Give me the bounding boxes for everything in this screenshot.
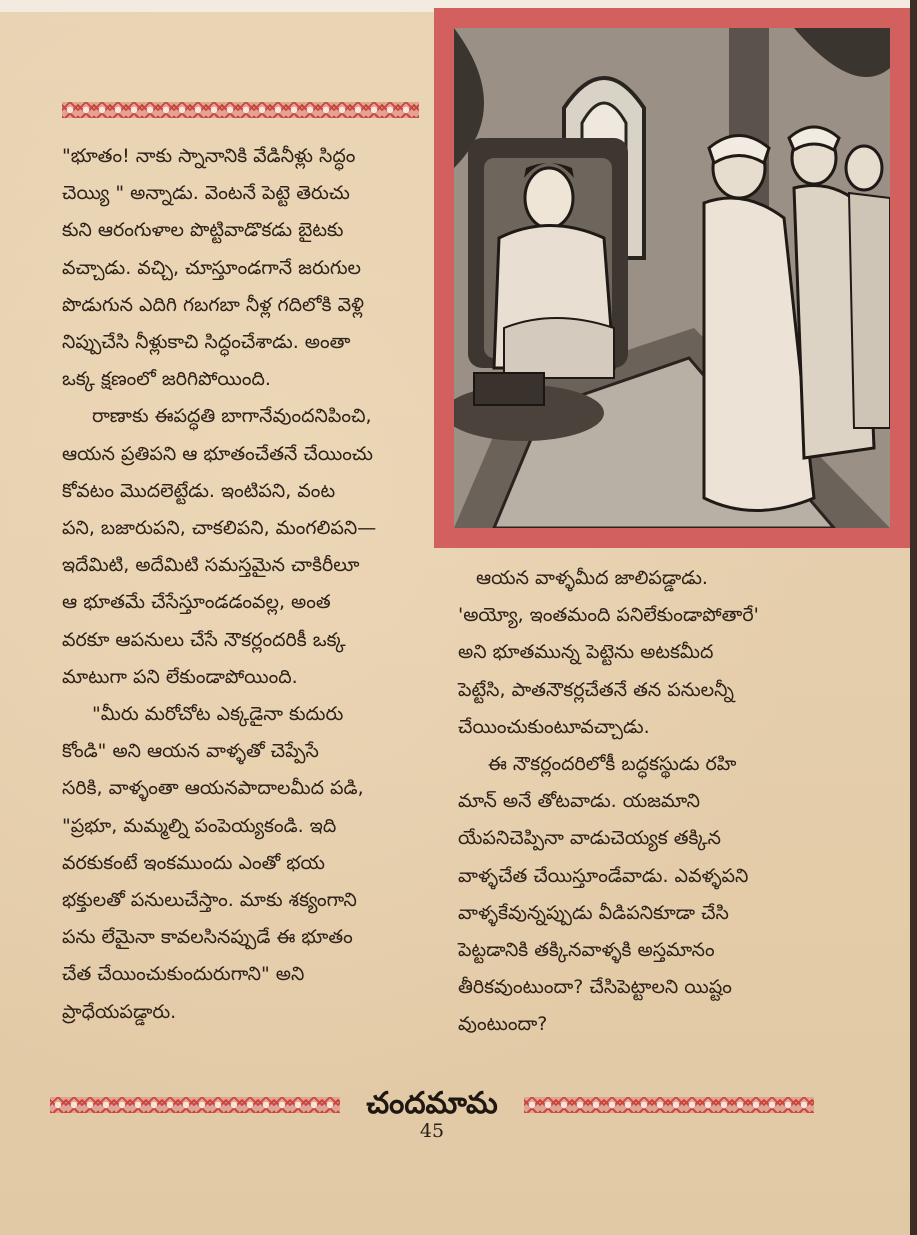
page-number: 45 bbox=[419, 1120, 445, 1142]
text-line: చేత చేయించుకుందురుగాని" అని bbox=[62, 963, 305, 986]
text-line: కోండి" అని ఆయన వాళ్ళతో చెప్పేసే bbox=[62, 740, 319, 763]
text-line: వాళ్ళచేత చేయిస్తూండేవాడు. ఎవళ్ళపని bbox=[458, 864, 749, 887]
decorative-border-footer-left bbox=[50, 1097, 340, 1113]
text-line: ఆయన వాళ్ళమీద జాలిపడ్డాడు. bbox=[476, 567, 708, 589]
text-line: భక్తులతో పనులుచేస్తాం. మాకు శక్యంగాని bbox=[62, 889, 357, 912]
left-text-column bbox=[62, 138, 424, 1031]
text-line: వాళ్ళకేవున్నప్పుడు వీడిపనికూడా చేసి bbox=[458, 901, 729, 924]
text-line: రాణాకు ఈపద్ధతి బాగానేవుందనిపించి, bbox=[92, 405, 372, 428]
text-line: చేయించుకుంటూవచ్చాడు. bbox=[458, 715, 650, 738]
palace-scene-drawing bbox=[454, 28, 890, 528]
right-text-column bbox=[458, 560, 826, 1044]
text-line: నిప్పుచేసి నీళ్లుకాచి సిద్ధంచేశాడు. అంతా bbox=[62, 331, 351, 354]
text-line: ఆయన ప్రతిపని ఆ భూతంచేతనే చేయించు bbox=[62, 442, 373, 465]
magazine-title: చందమామ bbox=[366, 1086, 498, 1121]
text-line: మాన్ అనే తోటవాడు. యజమాని bbox=[458, 790, 700, 813]
text-line: వరకుకంటే ఇంకముందు ఎంతో భయ bbox=[62, 851, 325, 874]
text-line: "భూతం! నాకు స్నానానికి వేడినీళ్లు సిద్ధం bbox=[62, 145, 356, 167]
text-line: వరకూ ఆపనులు చేసే నౌకర్లందరికీ ఒక్క bbox=[62, 628, 346, 651]
text-line: చెయ్యి " అన్నాడు. వెంటనే పెట్టె తెరుచు bbox=[62, 182, 350, 205]
text-line: మాటుగా పని లేకుండాపోయింది. bbox=[62, 665, 298, 688]
text-line: 'అయ్యో, ఇంతమంది పనిలేకుండాపోతారే' bbox=[458, 604, 759, 627]
text-line: ఆ భూతమే చేసేస్తూండడంవల్ల, అంత bbox=[62, 591, 331, 614]
text-line: పెట్టడానికి తక్కినవాళ్ళకి అస్తమానం bbox=[458, 939, 715, 962]
story-illustration bbox=[434, 8, 910, 548]
text-line: ఈ నౌకర్లందరిలోకీ బద్ధకస్థుడు రహి bbox=[488, 753, 737, 776]
text-line: యేపనిచెప్పినా వాడుచెయ్యక తక్కిన bbox=[458, 827, 721, 850]
text-line: వుంటుందా? bbox=[458, 1013, 548, 1036]
text-line: పొడుగున ఎదిగి గబగబా నీళ్ల గదిలోకి వెళ్లి bbox=[62, 293, 364, 316]
text-line: కోవటం మొదలెట్టేడు. ఇంటిపని, వంట bbox=[62, 479, 336, 502]
text-line: పను లేమైనా కావలసినప్పుడే ఈ భూతం bbox=[62, 926, 353, 949]
text-line: సరికి, వాళ్ళంతా ఆయనపాదాలమీద పడి, bbox=[62, 777, 364, 800]
scan-right-edge bbox=[910, 0, 917, 1235]
decorative-border-footer-right bbox=[524, 1097, 814, 1113]
text-line: తీరికవుంటుందా? చేసిపెట్టాలని యిష్టం bbox=[458, 976, 732, 999]
illustration-panel bbox=[454, 28, 890, 528]
text-line: "మీరు మరోచోట ఎక్కడైనా కుదురు bbox=[92, 703, 344, 726]
decorative-border-top bbox=[62, 102, 419, 118]
text-line: పని, బజారుపని, చాకలిపని, మంగలిపని— bbox=[62, 517, 377, 540]
text-line: ఇదేమిటి, అదేమిటి సమస్తమైన చాకిరీలూ bbox=[62, 554, 360, 577]
text-line: అని భూతమున్న పెట్టెను అటకమీద bbox=[458, 641, 714, 664]
text-line: ఒక్క క్షణంలో జరిగిపోయింది. bbox=[62, 368, 271, 391]
text-line: వచ్చాడు. వచ్చి, చూస్తూండగానే జరుగుల bbox=[62, 256, 362, 279]
text-line: కుని ఆరంగుళాల పొట్టివాడొకడు బైటకు bbox=[62, 219, 344, 242]
text-line: "ప్రభూ, మమ్మల్ని పంపెయ్యకండి. ఇది bbox=[62, 814, 337, 837]
text-line: పెట్టేసి, పాతనౌకర్లచేతనే తన పనులన్నీ bbox=[458, 678, 734, 701]
text-line: ప్రాధేయపడ్డారు. bbox=[62, 1000, 177, 1023]
